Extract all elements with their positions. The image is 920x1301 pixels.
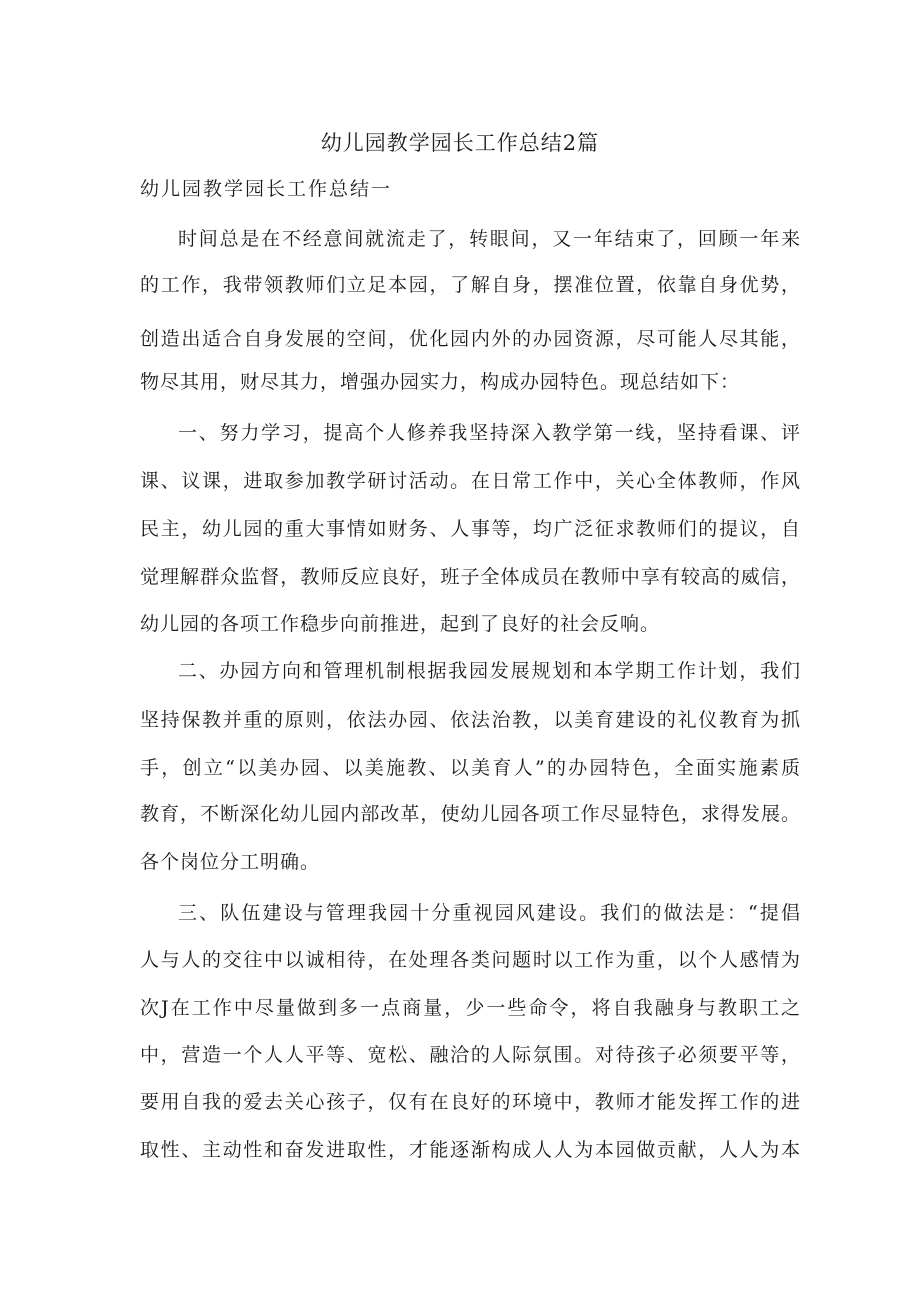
- paragraph-line: 二、办园方向和管理机制根据我园发展规划和本学期工作计划，我们: [178, 660, 800, 682]
- paragraph-line: 教育，不断深化幼儿园内部改革，使幼儿园各项工作尽显特色，求得发展。: [140, 803, 800, 825]
- paragraph-line: 手，创立“以美办园、以美施教、以美育人”的办园特色，全面实施素质: [140, 757, 800, 779]
- paragraph-line: 时间总是在不经意间就流走了，转眼间，又一年结束了，回顾一年来: [178, 228, 800, 250]
- paragraph-line: 中，营造一个人人平等、宽松、融洽的人际氛围。对待孩子必须要平等，: [140, 1044, 800, 1066]
- paragraph-line: 三、队伍建设与管理我园十分重视园风建设。我们的做法是：“提倡: [178, 902, 800, 924]
- paragraph-line: 要用自我的爱去关心孩子，仅有在良好的环境中，教师才能发挥工作的进: [140, 1091, 800, 1113]
- document-title: 幼儿园教学园长工作总结2篇: [320, 131, 600, 155]
- paragraph-line: 幼儿园的各项工作稳步向前推进，起到了良好的社会反响。: [140, 613, 661, 635]
- paragraph-line: 民主，幼儿园的重大事情如财务、人事等，均广泛征求教师们的提议，自: [140, 518, 800, 540]
- paragraph-line: 课、议课，进取参加教学研讨活动。在日常工作中，关心全体教师，作风: [140, 470, 800, 492]
- paragraph-line: 创造出适合自身发展的空间，优化园内外的办园资源，尽可能人尽其能，: [140, 328, 800, 350]
- paragraph-line: 取性、主动性和奋发进取性，才能逐渐构成人人为本园做贡献，人人为本: [140, 1139, 800, 1161]
- paragraph-line: 人与人的交往中以诚相待，在处理各类问题时以工作为重，以个人感情为: [140, 949, 800, 971]
- section-heading: 幼儿园教学园长工作总结一: [140, 178, 393, 200]
- paragraph-line: 次J在工作中尽量做到多一点商量，少一些命令，将自我融身与教职工之: [140, 997, 800, 1019]
- paragraph-line: 的工作，我带领教师们立足本园，了解自身，摆准位置，依靠自身优势，: [140, 274, 800, 296]
- paragraph-line: 一、努力学习，提高个人修养我坚持深入教学第一线，坚持看课、评: [178, 422, 800, 444]
- paragraph-line: 物尽其用，财尽其力，增强办园实力，构成办园特色。现总结如下：: [140, 371, 741, 393]
- paragraph-line: 坚持保教并重的原则，依法办园、依法治教，以美育建设的礼仪教育为抓: [140, 709, 800, 731]
- paragraph-line: 各个岗位分工明确。: [140, 851, 321, 873]
- paragraph-line: 觉理解群众监督，教师反应良好，班子全体成员在教师中享有较高的威信，: [140, 566, 800, 588]
